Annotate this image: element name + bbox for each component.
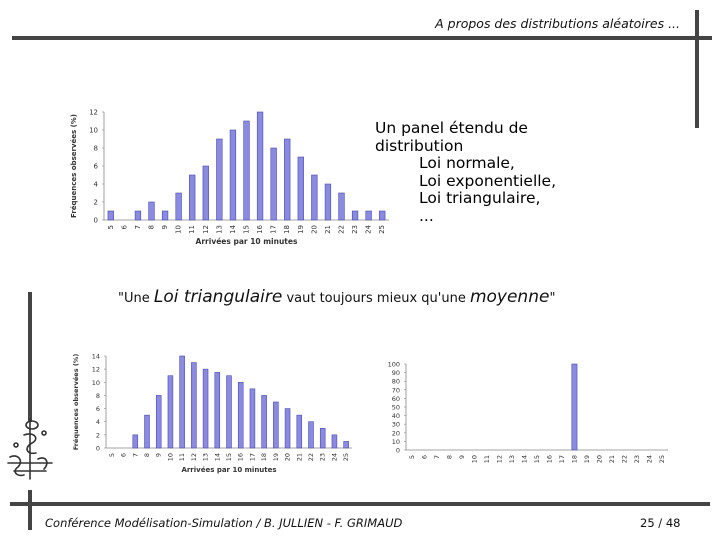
quote-triangular: Loi triangulaire bbox=[153, 287, 283, 307]
x-tick-label: 12 bbox=[189, 453, 198, 462]
x-tick-label: 25 bbox=[657, 455, 666, 464]
bar bbox=[297, 415, 302, 448]
bar bbox=[162, 211, 168, 220]
x-tick-label: 17 bbox=[557, 455, 566, 464]
bar bbox=[332, 435, 337, 448]
x-tick-label: 9 bbox=[154, 453, 163, 458]
bar bbox=[191, 363, 196, 448]
quote-part3: vaut toujours mieux qu'une bbox=[282, 291, 470, 306]
x-tick-label: 13 bbox=[215, 225, 224, 234]
bar bbox=[572, 364, 577, 450]
bar bbox=[285, 409, 290, 448]
bar bbox=[312, 175, 318, 220]
x-tick-label: 5 bbox=[408, 455, 417, 460]
x-tick-label: 23 bbox=[351, 225, 360, 234]
y-tick-label: 6 bbox=[95, 405, 100, 414]
x-tick-label: 23 bbox=[632, 455, 641, 464]
x-tick-label: 14 bbox=[213, 453, 222, 462]
x-tick-label: 20 bbox=[310, 225, 319, 234]
x-tick-label: 15 bbox=[225, 453, 233, 462]
y-tick-label: 50 bbox=[391, 403, 400, 412]
bar bbox=[298, 157, 304, 220]
chart-triangular bbox=[72, 350, 366, 474]
panel-item-normal: Loi normale, bbox=[419, 154, 515, 172]
x-tick-label: 5 bbox=[106, 225, 115, 230]
x-tick-label: 10 bbox=[470, 455, 479, 464]
bar bbox=[320, 428, 325, 448]
x-tick-label: 20 bbox=[283, 453, 292, 462]
x-tick-label: 19 bbox=[296, 225, 305, 234]
x-tick-label: 11 bbox=[188, 225, 197, 234]
y-tick-label: 10 bbox=[91, 378, 100, 387]
bar bbox=[244, 121, 250, 220]
bar bbox=[284, 139, 290, 220]
footer-page-number: 25 / 48 bbox=[640, 516, 681, 530]
bar bbox=[203, 369, 208, 448]
y-tick-label: 10 bbox=[391, 437, 400, 446]
x-tick-label: 11 bbox=[483, 455, 492, 464]
x-tick-label: 7 bbox=[133, 225, 142, 230]
y-tick-label: 8 bbox=[95, 391, 100, 400]
bar bbox=[366, 211, 372, 220]
bar bbox=[180, 356, 185, 448]
x-tick-label: 6 bbox=[120, 225, 129, 230]
y-tick-label: 12 bbox=[89, 108, 98, 117]
y-tick-label: 60 bbox=[391, 394, 400, 403]
x-tick-label: 7 bbox=[131, 453, 140, 458]
x-tick-label: 25 bbox=[378, 225, 387, 234]
x-tick-label: 20 bbox=[595, 455, 604, 464]
bar bbox=[217, 139, 223, 220]
quote-part1: "Une bbox=[118, 291, 154, 306]
top-frame-line bbox=[12, 36, 712, 40]
x-tick-label: 8 bbox=[143, 453, 151, 458]
panel-heading-line2: distribution bbox=[375, 136, 464, 155]
bar bbox=[135, 211, 141, 220]
x-tick-label: 15 bbox=[533, 455, 541, 464]
x-tick-label: 12 bbox=[495, 455, 504, 464]
x-tick-label: 11 bbox=[178, 453, 187, 462]
left-frame-line bbox=[28, 292, 32, 422]
x-tick-label: 21 bbox=[295, 453, 304, 462]
y-tick-label: 0 bbox=[395, 446, 400, 455]
y-tick-label: 2 bbox=[95, 431, 100, 440]
x-tick-label: 13 bbox=[201, 453, 210, 462]
bottom-left-tick bbox=[28, 490, 32, 530]
chart-normal bbox=[66, 108, 396, 254]
x-tick-label: 18 bbox=[570, 455, 579, 464]
y-tick-label: 0 bbox=[93, 216, 98, 225]
x-tick-label: 10 bbox=[166, 453, 175, 462]
x-tick-label: 24 bbox=[645, 455, 654, 464]
bar bbox=[230, 130, 236, 220]
x-tick-label: 19 bbox=[271, 453, 280, 462]
footer-conference: Conférence Modélisation-Simulation / B. JULLIEN - F. GRIMAUD bbox=[45, 516, 403, 530]
x-axis-title: Arrivées par 10 minutes bbox=[181, 466, 277, 474]
y-tick-label: 90 bbox=[391, 369, 400, 378]
y-tick-label: 6 bbox=[93, 162, 98, 171]
x-tick-label: 22 bbox=[337, 225, 346, 234]
x-tick-label: 23 bbox=[318, 453, 327, 462]
x-tick-label: 13 bbox=[508, 455, 517, 464]
bar bbox=[168, 376, 173, 448]
bar bbox=[352, 211, 358, 220]
x-tick-label: 25 bbox=[342, 453, 351, 462]
x-tick-label: 17 bbox=[248, 453, 257, 462]
bar bbox=[176, 193, 182, 220]
x-tick-label: 19 bbox=[582, 455, 591, 464]
y-axis-title: Fréquences observées (%) bbox=[70, 113, 78, 219]
x-tick-label: 16 bbox=[236, 453, 245, 462]
y-tick-label: 80 bbox=[391, 377, 400, 386]
chart-constant bbox=[380, 358, 680, 468]
quote-part5: " bbox=[549, 291, 556, 306]
bar bbox=[149, 202, 155, 220]
bar bbox=[262, 395, 267, 448]
slide-header-title: A propos des distributions aléatoires ... bbox=[435, 16, 680, 31]
x-tick-label: 16 bbox=[545, 455, 554, 464]
y-tick-label: 12 bbox=[91, 365, 100, 374]
x-tick-label: 14 bbox=[228, 225, 237, 234]
panel-item-triangular: Loi triangulaire, bbox=[419, 189, 541, 207]
panel-item-ellipsis: ... bbox=[419, 206, 434, 225]
y-tick-label: 0 bbox=[95, 444, 100, 453]
bottom-frame-line bbox=[10, 502, 710, 506]
bar bbox=[344, 441, 349, 448]
bar bbox=[309, 422, 314, 448]
bar bbox=[189, 175, 195, 220]
x-tick-label: 8 bbox=[147, 225, 156, 230]
x-tick-label: 6 bbox=[119, 453, 128, 458]
bar bbox=[133, 435, 138, 448]
x-tick-label: 24 bbox=[364, 225, 373, 234]
y-axis-title: Fréquences observées (%) bbox=[72, 353, 80, 451]
x-tick-label: 22 bbox=[620, 455, 629, 464]
bar bbox=[145, 415, 150, 448]
y-tick-label: 8 bbox=[93, 144, 98, 153]
x-tick-label: 5 bbox=[107, 453, 116, 458]
y-tick-label: 100 bbox=[387, 360, 400, 369]
y-tick-label: 20 bbox=[391, 429, 400, 438]
x-axis-title: Arrivées par 10 minutes bbox=[195, 237, 298, 246]
x-tick-label: 21 bbox=[323, 225, 332, 234]
y-tick-label: 30 bbox=[391, 420, 400, 429]
y-tick-label: 14 bbox=[91, 352, 100, 361]
x-tick-label: 24 bbox=[330, 453, 339, 462]
x-tick-label: 15 bbox=[242, 225, 251, 234]
bar bbox=[273, 402, 278, 448]
x-tick-label: 18 bbox=[260, 453, 269, 462]
x-tick-label: 8 bbox=[445, 455, 454, 460]
bar bbox=[203, 166, 209, 220]
y-tick-label: 10 bbox=[89, 126, 98, 135]
x-tick-label: 12 bbox=[201, 225, 210, 234]
bar bbox=[227, 376, 232, 448]
x-tick-label: 18 bbox=[283, 225, 292, 234]
x-tick-label: 10 bbox=[174, 225, 183, 234]
panel-item-exponential: Loi exponentielle, bbox=[419, 171, 557, 190]
distribution-panel bbox=[375, 120, 556, 225]
bar bbox=[271, 148, 277, 220]
x-tick-label: 21 bbox=[607, 455, 616, 464]
bar bbox=[339, 193, 345, 220]
x-tick-label: 6 bbox=[420, 455, 429, 460]
y-tick-label: 4 bbox=[93, 180, 98, 189]
bar bbox=[156, 395, 161, 448]
x-tick-label: 7 bbox=[433, 455, 442, 460]
x-tick-label: 9 bbox=[458, 455, 467, 460]
conference-logo bbox=[4, 413, 56, 485]
bar bbox=[108, 211, 114, 220]
bar bbox=[215, 372, 220, 448]
panel-heading-line1: Un panel étendu de bbox=[375, 119, 528, 137]
x-tick-label: 17 bbox=[269, 225, 278, 234]
bar bbox=[238, 382, 243, 448]
x-tick-label: 16 bbox=[256, 225, 265, 234]
y-tick-label: 40 bbox=[391, 412, 400, 421]
bar bbox=[325, 184, 331, 220]
bar bbox=[250, 389, 255, 448]
x-tick-label: 22 bbox=[307, 453, 315, 462]
quote-moyenne: moyenne bbox=[469, 287, 550, 307]
y-tick-label: 2 bbox=[93, 198, 98, 207]
x-tick-label: 9 bbox=[161, 225, 170, 230]
right-frame-line bbox=[695, 10, 699, 128]
quote bbox=[118, 287, 555, 307]
bar bbox=[257, 112, 263, 220]
x-tick-label: 14 bbox=[520, 455, 529, 464]
y-tick-label: 70 bbox=[391, 386, 400, 395]
y-tick-label: 4 bbox=[95, 418, 100, 427]
